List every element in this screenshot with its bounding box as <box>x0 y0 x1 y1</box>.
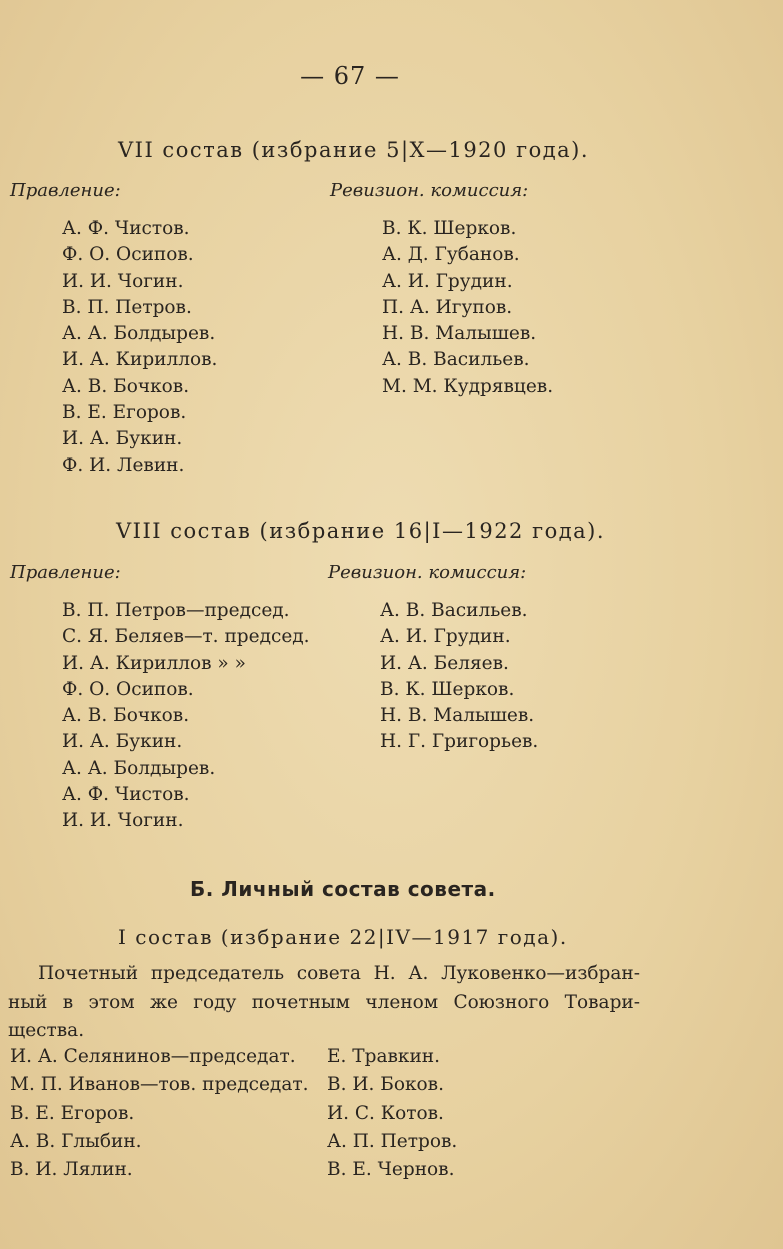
list-item: В. И. Лялин. <box>10 1159 133 1181</box>
list-item: Н. В. Малышев. <box>380 705 535 727</box>
list-item: В. Е. Егоров. <box>10 1102 135 1124</box>
list-item: А. П. Петров. <box>327 1130 458 1152</box>
list-item: А. И. Грудин. <box>382 270 513 292</box>
list-item: Ф. О. Осипов. <box>62 678 194 700</box>
list-item: А. А. Болдырев. <box>62 323 216 345</box>
list-item: М. М. Кудрявцев. <box>382 375 554 397</box>
list-item: В. П. Петров—председ. <box>62 600 290 621</box>
list-item: С. Я. Беляев—т. председ. <box>62 626 310 648</box>
list-item: П. А. Игупов. <box>382 296 513 318</box>
list-item: И. А. Букин. <box>62 731 183 753</box>
i-heading: I состав (избрание 22|IV—1917 года). <box>118 925 568 949</box>
list-item: А. Ф. Чистов. <box>62 784 190 806</box>
list-item: И. А. Селянинов—председат. <box>10 1046 296 1067</box>
list-item: И. А. Кириллов. <box>62 349 218 371</box>
list-item: В. И. Боков. <box>327 1074 444 1096</box>
list-item: И. И. Чогин. <box>62 810 184 832</box>
list-item: И. А. Букин. <box>62 428 183 450</box>
viii-audit-list <box>380 598 538 756</box>
list-item: И. А. Беляев. <box>380 652 509 674</box>
list-item: А. В. Васильев. <box>380 600 528 621</box>
list-item: В. Е. Чернов. <box>327 1159 455 1181</box>
paragraph-line: ный в этом же году почетным членом Союзного Товари- <box>8 991 640 1013</box>
list-item: М. П. Иванов—тов. председат. <box>10 1074 309 1096</box>
vii-board-label: Правление: <box>10 180 121 201</box>
vii-board-list <box>62 216 217 479</box>
page-number: — 67 — <box>300 62 400 90</box>
list-item: В. П. Петров. <box>62 296 192 318</box>
list-item: В. Е. Егоров. <box>62 402 187 424</box>
vii-audit-list <box>382 216 553 400</box>
list-item: Ф. И. Левин. <box>62 454 185 476</box>
list-item: А. А. Болдырев. <box>62 757 216 779</box>
list-item: А. В. Бочков. <box>62 705 190 727</box>
list-item: В. К. Шерков. <box>380 678 515 700</box>
list-item: А. Ф. Чистов. <box>62 218 190 239</box>
viii-board-label: Правление: <box>10 562 121 583</box>
list-item: Н. Г. Григорьев. <box>380 731 539 753</box>
list-item: Е. Травкин. <box>327 1046 440 1067</box>
council-left-list <box>10 1044 308 1185</box>
council-right-list <box>327 1044 457 1185</box>
list-item: И. И. Чогин. <box>62 270 184 292</box>
list-item: А. В. Бочков. <box>62 375 190 397</box>
vii-heading: VII состав (избрание 5|X—1920 года). <box>118 138 590 162</box>
list-item: И. С. Котов. <box>327 1102 444 1124</box>
list-item: Ф. О. Осипов. <box>62 244 194 266</box>
viii-audit-label: Ревизион. комиссия: <box>328 562 527 583</box>
list-item: В. К. Шерков. <box>382 218 517 239</box>
list-item: А. Д. Губанов. <box>382 244 520 266</box>
section-b-title: Б. Личный состав совета. <box>190 877 496 901</box>
list-item: А. В. Глыбин. <box>10 1130 142 1152</box>
paragraph-line: Почетный председатель совета Н. А. Луковенко—избран- <box>38 963 640 984</box>
paragraph-line: щества. <box>8 1020 85 1041</box>
list-item: И. А. Кириллов » » <box>62 652 246 674</box>
list-item: А. И. Грудин. <box>380 626 511 648</box>
list-item: Н. В. Малышев. <box>382 323 537 345</box>
vii-audit-label: Ревизион. комиссия: <box>330 180 529 201</box>
viii-heading: VIII состав (избрание 16|I—1922 года). <box>116 519 606 543</box>
viii-board-list <box>62 598 310 835</box>
honorary-paragraph <box>8 960 640 1046</box>
list-item: А. В. Васильев. <box>382 349 530 371</box>
